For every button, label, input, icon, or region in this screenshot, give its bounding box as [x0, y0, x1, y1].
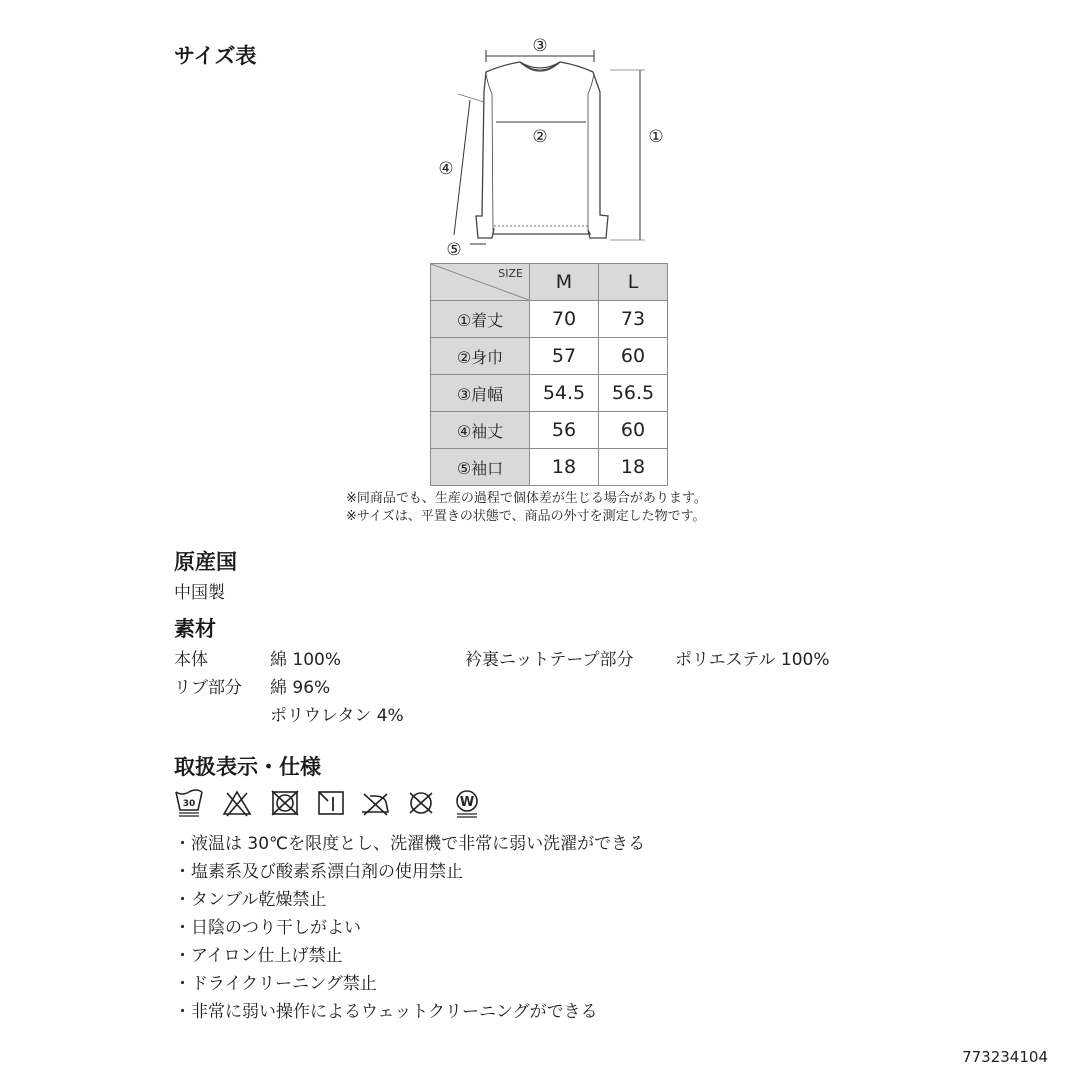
wash-30-gentle-icon [174, 788, 204, 818]
care-bullet: ・タンブル乾燥禁止 [174, 890, 327, 910]
table-row [431, 412, 668, 449]
size-note: ※同商品でも、生産の過程で個体差が生じる場合があります。 [346, 491, 707, 506]
size-note: ※サイズは、平置きの状態で、商品の外寸を測定した物です。 [346, 509, 706, 524]
no-dry-clean-icon [406, 788, 436, 818]
care-bullet: ・液温は 30℃を限度とし、洗濯機で非常に弱い洗濯ができる [174, 834, 646, 854]
row-label: ⑤袖口 [431, 449, 530, 486]
cell-value: 56 [530, 412, 599, 449]
marker-4: ④ [438, 159, 454, 179]
row-label: ③肩幅 [431, 375, 530, 412]
material-rib-value-1: 綿 96% [270, 678, 331, 698]
cell-value: 18 [530, 449, 599, 486]
material-collar-label: 衿裏ニットテープ部分 [465, 650, 634, 670]
cell-value: 60 [599, 412, 668, 449]
no-bleach-icon [222, 788, 252, 818]
care-bullet: ・塩素系及び酸素系漂白剤の使用禁止 [174, 862, 463, 882]
marker-1: ① [648, 127, 664, 147]
material-rib-value-2: ポリウレタン 4% [270, 706, 404, 726]
cell-value: 60 [599, 338, 668, 375]
svg-text:W: W [459, 795, 475, 810]
origin-title: 原産国 [174, 550, 237, 574]
garment-diagram [430, 30, 670, 260]
material-collar-value: ポリエステル 100% [675, 650, 830, 670]
wet-clean-gentle-icon [452, 788, 482, 818]
row-label: ②身巾 [431, 338, 530, 375]
row-label: ④袖丈 [431, 412, 530, 449]
material-title: 素材 [174, 617, 216, 641]
material-rib-label: リブ部分 [174, 678, 242, 698]
no-iron-icon [360, 788, 390, 818]
care-bullet: ・日陰のつり干しがよい [174, 918, 361, 938]
size-chart-title: サイズ表 [174, 44, 257, 68]
care-bullet: ・非常に弱い操作によるウェットクリーニングができる [174, 1002, 598, 1022]
cell-value: 18 [599, 449, 668, 486]
table-row [431, 338, 668, 375]
size-table-corner: SIZE [431, 264, 530, 301]
cell-value: 70 [530, 301, 599, 338]
material-body-value: 綿 100% [270, 650, 342, 670]
cell-value: 57 [530, 338, 599, 375]
marker-5: ⑤ [446, 240, 462, 260]
size-column-l: L [599, 264, 668, 301]
cell-value: 56.5 [599, 375, 668, 412]
no-tumble-dry-icon [270, 788, 300, 818]
cell-value: 54.5 [530, 375, 599, 412]
row-label: ①着丈 [431, 301, 530, 338]
cell-value: 73 [599, 301, 668, 338]
product-code: 773234104 [962, 1048, 1048, 1066]
size-column-m: M [530, 264, 599, 301]
line-dry-shade-icon [316, 788, 346, 818]
size-notes [346, 490, 707, 526]
care-title: 取扱表示・仕様 [174, 755, 321, 779]
svg-text:30: 30 [182, 799, 196, 809]
table-row [431, 375, 668, 412]
table-row [431, 301, 668, 338]
care-bullet: ・アイロン仕上げ禁止 [174, 946, 343, 966]
table-row [431, 449, 668, 486]
material-body-label: 本体 [174, 650, 208, 670]
marker-2: ② [532, 127, 548, 147]
size-table [430, 263, 668, 486]
marker-3: ③ [532, 36, 548, 56]
care-bullet: ・ドライクリーニング禁止 [174, 974, 377, 994]
origin-value: 中国製 [174, 583, 225, 603]
